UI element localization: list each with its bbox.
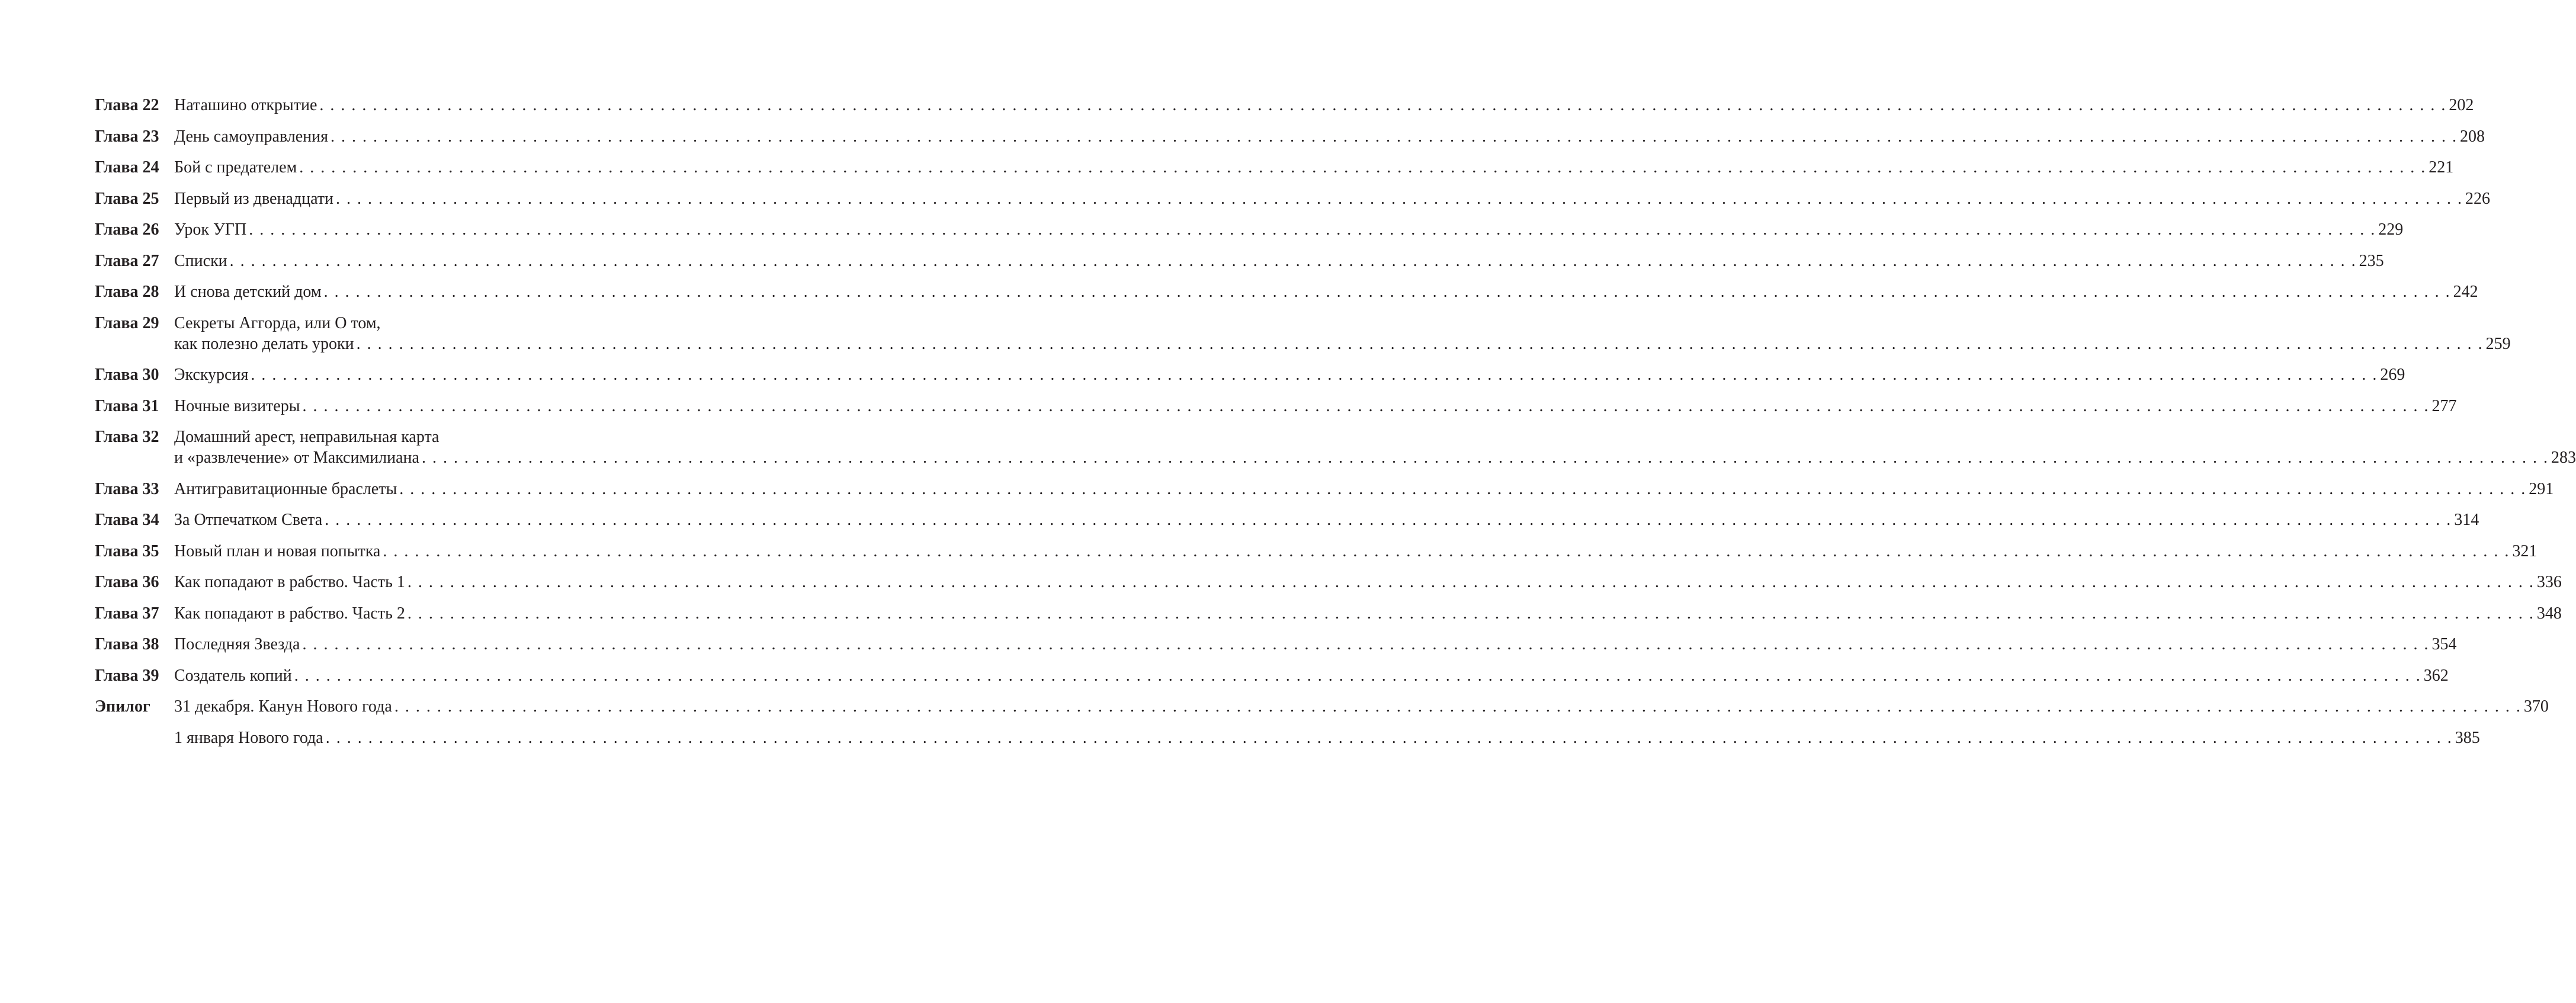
chapter-title-row bbox=[174, 188, 2491, 209]
chapter-body bbox=[174, 572, 2562, 592]
chapter-title-row bbox=[174, 251, 2384, 271]
chapter-body bbox=[174, 665, 2449, 686]
page-number: 221 bbox=[2429, 158, 2454, 177]
dot-leader: . . . . . . . . . . . . . . . . . . . . . . . . . . . . . . . . . . . . . . . . . . . . . . . . . . . . . . . . . . . . . . . . . . . . . . . . . . . . . . . . . . . . . . . . . . . . . . . . . . . . . . . . . . . . . . . . . . . . . . . . . . . . . . . . . . . . . . . . . . . . . . . . . . . . . . . . . . . . . . . . . . . . . . . . . . . . . . . . . . . . . . . . . . . . . . . . . . . . . . . . bbox=[229, 251, 2357, 270]
toc-entry bbox=[95, 157, 2454, 178]
toc-entry bbox=[95, 728, 2480, 748]
chapter-title: 31 декабря. Канун Нового года bbox=[174, 697, 392, 716]
chapter-body bbox=[174, 95, 2474, 116]
page-number: 362 bbox=[2423, 666, 2449, 685]
chapter-title-row bbox=[174, 95, 2474, 116]
chapter-label: Глава 24 bbox=[95, 158, 159, 177]
toc-entry bbox=[95, 634, 2457, 655]
chapter-title-row bbox=[174, 479, 2554, 499]
chapter-title-row bbox=[174, 509, 2479, 530]
toc-entry bbox=[95, 126, 2485, 147]
dot-leader: . . . . . . . . . . . . . . . . . . . . . . . . . . . . . . . . . . . . . . . . . . . . . . . . . . . . . . . . . . . . . . . . . . . . . . . . . . . . . . . . . . . . . . . . . . . . . . . . . . . . . . . . . . . . . . . . . . . . . . . . . . . . . . . . . . . . . . . . . . . . . . . . . . . . . . . . . . . . . . . . . . . . . . . . . . . . . . . . . . . . . . . . . . . . . . . . . . . . . . . . bbox=[336, 189, 2463, 208]
dot-leader: . . . . . . . . . . . . . . . . . . . . . . . . . . . . . . . . . . . . . . . . . . . . . . . . . . . . . . . . . . . . . . . . . . . . . . . . . . . . . . . . . . . . . . . . . . . . . . . . . . . . . . . . . . . . . . . . . . . . . . . . . . . . . . . . . . . . . . . . . . . . . . . . . . . . . . . . . . . . . . . . . . . . . . . . . . . . . . . . . . . . . . . . . . . . . . . . . . . . . . . . bbox=[325, 728, 2453, 747]
chapter-label: Глава 22 bbox=[95, 96, 159, 114]
chapter-body bbox=[174, 696, 2549, 717]
chapter-body bbox=[174, 634, 2457, 655]
chapter-title: как полезно делать уроки bbox=[174, 334, 354, 353]
page-number: 202 bbox=[2449, 96, 2474, 114]
toc-entry bbox=[95, 251, 2384, 271]
dot-leader: . . . . . . . . . . . . . . . . . . . . . . . . . . . . . . . . . . . . . . . . . . . . . . . . . . . . . . . . . . . . . . . . . . . . . . . . . . . . . . . . . . . . . . . . . . . . . . . . . . . . . . . . . . . . . . . . . . . . . . . . . . . . . . . . . . . . . . . . . . . . . . . . . . . . . . . . . . . . . . . . . . . . . . . . . . . . . . . . . . . . . . . . . . . . . . . . . . . . . . . . bbox=[302, 635, 2430, 653]
page-number: 291 bbox=[2529, 479, 2554, 498]
chapter-title-row bbox=[174, 281, 2478, 302]
chapter-body bbox=[174, 364, 2405, 385]
toc-entry bbox=[95, 541, 2537, 562]
chapter-label: Глава 35 bbox=[95, 541, 159, 560]
chapter-label: Глава 28 bbox=[95, 283, 159, 301]
chapter-title: Создатель копий bbox=[174, 666, 292, 685]
chapter-label: Эпилог bbox=[95, 697, 150, 716]
chapter-body bbox=[174, 126, 2485, 147]
chapter-body bbox=[174, 509, 2479, 530]
chapter-body bbox=[174, 219, 2404, 240]
chapter-title: Урок УГП bbox=[174, 220, 247, 239]
chapter-label: Глава 31 bbox=[95, 396, 159, 415]
chapter-label: Глава 32 bbox=[95, 428, 159, 446]
chapter-title: Бой с предателем bbox=[174, 158, 297, 177]
chapter-body bbox=[174, 479, 2554, 499]
page-number: 242 bbox=[2453, 283, 2478, 301]
dot-leader: . . . . . . . . . . . . . . . . . . . . . . . . . . . . . . . . . . . . . . . . . . . . . . . . . . . . . . . . . . . . . . . . . . . . . . . . . . . . . . . . . . . . . . . . . . . . . . . . . . . . . . . . . . . . . . . . . . . . . . . . . . . . . . . . . . . . . . . . . . . . . . . . . . . . . . . . . . . . . . . . . . . . . . . . . . . . . . . . . . . . . . . . . . . . . . . . . . . . . . . . bbox=[356, 334, 2484, 353]
toc-entry bbox=[95, 479, 2554, 499]
dot-leader: . . . . . . . . . . . . . . . . . . . . . . . . . . . . . . . . . . . . . . . . . . . . . . . . . . . . . . . . . . . . . . . . . . . . . . . . . . . . . . . . . . . . . . . . . . . . . . . . . . . . . . . . . . . . . . . . . . . . . . . . . . . . . . . . . . . . . . . . . . . . . . . . . . . . . . . . . . . . . . . . . . . . . . . . . . . . . . . . . . . . . . . . . . . . . . . . . . . . . . . . bbox=[299, 158, 2427, 177]
chapter-body bbox=[174, 396, 2457, 416]
dot-leader: . . . . . . . . . . . . . . . . . . . . . . . . . . . . . . . . . . . . . . . . . . . . . . . . . . . . . . . . . . . . . . . . . . . . . . . . . . . . . . . . . . . . . . . . . . . . . . . . . . . . . . . . . . . . . . . . . . . . . . . . . . . . . . . . . . . . . . . . . . . . . . . . . . . . . . . . . . . . . . . . . . . . . . . . . . . . . . . . . . . . . . . . . . . . . . . . . . . . . . . . bbox=[421, 448, 2549, 467]
toc-entry bbox=[95, 188, 2491, 209]
chapter-title: Антигравитационные браслеты bbox=[174, 479, 397, 498]
page-number: 385 bbox=[2455, 728, 2480, 747]
toc-entry bbox=[95, 696, 2549, 717]
page-number: 336 bbox=[2536, 573, 2562, 591]
chapter-title-row bbox=[174, 364, 2405, 385]
chapter-label: Глава 33 bbox=[95, 479, 159, 498]
chapter-title: Первый из двенадцати bbox=[174, 189, 334, 208]
chapter-title: Ночные визитеры bbox=[174, 396, 300, 415]
page-number: 348 bbox=[2536, 604, 2562, 623]
dot-leader: . . . . . . . . . . . . . . . . . . . . . . . . . . . . . . . . . . . . . . . . . . . . . . . . . . . . . . . . . . . . . . . . . . . . . . . . . . . . . . . . . . . . . . . . . . . . . . . . . . . . . . . . . . . . . . . . . . . . . . . . . . . . . . . . . . . . . . . . . . . . . . . . . . . . . . . . . . . . . . . . . . . . . . . . . . . . . . . . . . . . . . . . . . . . . . . . . . . . . . . . bbox=[407, 604, 2535, 623]
chapter-label: Глава 25 bbox=[95, 189, 159, 208]
chapter-body bbox=[174, 728, 2480, 748]
dot-leader: . . . . . . . . . . . . . . . . . . . . . . . . . . . . . . . . . . . . . . . . . . . . . . . . . . . . . . . . . . . . . . . . . . . . . . . . . . . . . . . . . . . . . . . . . . . . . . . . . . . . . . . . . . . . . . . . . . . . . . . . . . . . . . . . . . . . . . . . . . . . . . . . . . . . . . . . . . . . . . . . . . . . . . . . . . . . . . . . . . . . . . . . . . . . . . . . . . . . . . . . bbox=[319, 96, 2447, 114]
chapter-title: Новый план и новая попытка bbox=[174, 541, 381, 560]
chapter-title: Как попадают в рабство. Часть 1 bbox=[174, 573, 405, 591]
page-number: 226 bbox=[2465, 189, 2491, 208]
chapter-title: Списки bbox=[174, 251, 227, 270]
chapter-title-row bbox=[174, 219, 2404, 240]
dot-leader: . . . . . . . . . . . . . . . . . . . . . . . . . . . . . . . . . . . . . . . . . . . . . . . . . . . . . . . . . . . . . . . . . . . . . . . . . . . . . . . . . . . . . . . . . . . . . . . . . . . . . . . . . . . . . . . . . . . . . . . . . . . . . . . . . . . . . . . . . . . . . . . . . . . . . . . . . . . . . . . . . . . . . . . . . . . . . . . . . . . . . . . . . . . . . . . . . . . . . . . . bbox=[383, 541, 2510, 560]
chapter-label: Глава 36 bbox=[95, 573, 159, 591]
chapter-title-row bbox=[174, 728, 2480, 748]
page-number: 229 bbox=[2378, 220, 2404, 239]
toc-entry bbox=[95, 95, 2474, 116]
chapter-title-row bbox=[174, 334, 2511, 354]
chapter-label: Глава 23 bbox=[95, 127, 159, 146]
chapter-title: 1 января Нового года bbox=[174, 728, 323, 747]
dot-leader: . . . . . . . . . . . . . . . . . . . . . . . . . . . . . . . . . . . . . . . . . . . . . . . . . . . . . . . . . . . . . . . . . . . . . . . . . . . . . . . . . . . . . . . . . . . . . . . . . . . . . . . . . . . . . . . . . . . . . . . . . . . . . . . . . . . . . . . . . . . . . . . . . . . . . . . . . . . . . . . . . . . . . . . . . . . . . . . . . . . . . . . . . . . . . . . . . . . . . . . . bbox=[325, 511, 2452, 529]
chapter-label: Глава 26 bbox=[95, 220, 159, 239]
chapter-label: Глава 34 bbox=[95, 511, 159, 529]
toc-entry bbox=[95, 509, 2479, 530]
chapter-title-row bbox=[174, 447, 2576, 468]
page-number: 208 bbox=[2459, 127, 2485, 146]
toc-entry bbox=[95, 396, 2457, 416]
dot-leader: . . . . . . . . . . . . . . . . . . . . . . . . . . . . . . . . . . . . . . . . . . . . . . . . . . . . . . . . . . . . . . . . . . . . . . . . . . . . . . . . . . . . . . . . . . . . . . . . . . . . . . . . . . . . . . . . . . . . . . . . . . . . . . . . . . . . . . . . . . . . . . . . . . . . . . . . . . . . . . . . . . . . . . . . . . . . . . . . . . . . . . . . . . . . . . . . . . . . . . . . bbox=[249, 220, 2376, 239]
chapter-title: Экскурсия bbox=[174, 366, 249, 384]
chapter-title: За Отпечатком Света bbox=[174, 511, 323, 529]
page-number: 283 bbox=[2551, 448, 2576, 467]
page-number: 235 bbox=[2359, 251, 2384, 270]
toc-entry bbox=[95, 281, 2478, 302]
chapter-title-line: Секреты Аггорда, или О том, bbox=[174, 313, 381, 332]
chapter-title: День самоуправления bbox=[174, 127, 328, 146]
chapter-label: Глава 37 bbox=[95, 604, 159, 623]
page-number: 259 bbox=[2485, 334, 2511, 353]
chapter-label: Глава 30 bbox=[95, 366, 159, 384]
page-number: 370 bbox=[2523, 697, 2549, 716]
chapter-title: Как попадают в рабство. Часть 2 bbox=[174, 604, 405, 623]
chapter-title-row bbox=[174, 396, 2457, 416]
toc-entry bbox=[95, 427, 2576, 468]
toc-entry bbox=[95, 603, 2562, 624]
dot-leader: . . . . . . . . . . . . . . . . . . . . . . . . . . . . . . . . . . . . . . . . . . . . . . . . . . . . . . . . . . . . . . . . . . . . . . . . . . . . . . . . . . . . . . . . . . . . . . . . . . . . . . . . . . . . . . . . . . . . . . . . . . . . . . . . . . . . . . . . . . . . . . . . . . . . . . . . . . . . . . . . . . . . . . . . . . . . . . . . . . . . . . . . . . . . . . . . . . . . . . . . bbox=[323, 283, 2451, 301]
toc-entry bbox=[95, 364, 2405, 385]
table-of-contents bbox=[95, 95, 2576, 758]
toc-entry bbox=[95, 665, 2449, 686]
page-number: 354 bbox=[2431, 635, 2457, 653]
chapter-body bbox=[174, 313, 2511, 354]
chapter-label: Глава 38 bbox=[95, 635, 159, 653]
chapter-body bbox=[174, 281, 2478, 302]
chapter-title-row bbox=[174, 126, 2485, 147]
chapter-title: и «развлечение» от Максимилиана bbox=[174, 448, 419, 467]
chapter-title-row bbox=[174, 572, 2562, 592]
dot-leader: . . . . . . . . . . . . . . . . . . . . . . . . . . . . . . . . . . . . . . . . . . . . . . . . . . . . . . . . . . . . . . . . . . . . . . . . . . . . . . . . . . . . . . . . . . . . . . . . . . . . . . . . . . . . . . . . . . . . . . . . . . . . . . . . . . . . . . . . . . . . . . . . . . . . . . . . . . . . . . . . . . . . . . . . . . . . . . . . . . . . . . . . . . . . . . . . . . . . . . . . bbox=[251, 366, 2378, 384]
chapter-title: Последняя Звезда bbox=[174, 635, 300, 653]
toc-entry bbox=[95, 219, 2404, 240]
chapter-title: И снова детский дом bbox=[174, 283, 322, 301]
toc-entry bbox=[95, 572, 2562, 592]
dot-leader: . . . . . . . . . . . . . . . . . . . . . . . . . . . . . . . . . . . . . . . . . . . . . . . . . . . . . . . . . . . . . . . . . . . . . . . . . . . . . . . . . . . . . . . . . . . . . . . . . . . . . . . . . . . . . . . . . . . . . . . . . . . . . . . . . . . . . . . . . . . . . . . . . . . . . . . . . . . . . . . . . . . . . . . . . . . . . . . . . . . . . . . . . . . . . . . . . . . . . . . . bbox=[302, 396, 2430, 415]
chapter-title-row bbox=[174, 696, 2549, 717]
chapter-title-row bbox=[174, 634, 2457, 655]
page-number: 321 bbox=[2512, 541, 2537, 560]
page-number: 277 bbox=[2431, 396, 2457, 415]
chapter-title-line: Домашний арест, неправильная карта bbox=[174, 428, 440, 446]
chapter-label: Глава 27 bbox=[95, 251, 159, 270]
dot-leader: . . . . . . . . . . . . . . . . . . . . . . . . . . . . . . . . . . . . . . . . . . . . . . . . . . . . . . . . . . . . . . . . . . . . . . . . . . . . . . . . . . . . . . . . . . . . . . . . . . . . . . . . . . . . . . . . . . . . . . . . . . . . . . . . . . . . . . . . . . . . . . . . . . . . . . . . . . . . . . . . . . . . . . . . . . . . . . . . . . . . . . . . . . . . . . . . . . . . . . . . bbox=[330, 127, 2458, 146]
toc-entry bbox=[95, 313, 2511, 354]
chapter-title-row bbox=[174, 603, 2562, 624]
dot-leader: . . . . . . . . . . . . . . . . . . . . . . . . . . . . . . . . . . . . . . . . . . . . . . . . . . . . . . . . . . . . . . . . . . . . . . . . . . . . . . . . . . . . . . . . . . . . . . . . . . . . . . . . . . . . . . . . . . . . . . . . . . . . . . . . . . . . . . . . . . . . . . . . . . . . . . . . . . . . . . . . . . . . . . . . . . . . . . . . . . . . . . . . . . . . . . . . . . . . . . . . bbox=[399, 479, 2527, 498]
dot-leader: . . . . . . . . . . . . . . . . . . . . . . . . . . . . . . . . . . . . . . . . . . . . . . . . . . . . . . . . . . . . . . . . . . . . . . . . . . . . . . . . . . . . . . . . . . . . . . . . . . . . . . . . . . . . . . . . . . . . . . . . . . . . . . . . . . . . . . . . . . . . . . . . . . . . . . . . . . . . . . . . . . . . . . . . . . . . . . . . . . . . . . . . . . . . . . . . . . . . . . . . bbox=[407, 573, 2535, 591]
page-number: 314 bbox=[2454, 511, 2479, 529]
chapter-body bbox=[174, 541, 2537, 562]
chapter-body bbox=[174, 188, 2491, 209]
page-number: 269 bbox=[2380, 366, 2405, 384]
chapter-title-row bbox=[174, 541, 2537, 562]
chapter-label: Глава 29 bbox=[95, 313, 159, 332]
chapter-title: Наташино открытие bbox=[174, 96, 317, 114]
chapter-body bbox=[174, 157, 2454, 178]
chapter-label: Глава 39 bbox=[95, 666, 159, 685]
chapter-title-row bbox=[174, 157, 2454, 178]
chapter-body bbox=[174, 427, 2576, 468]
chapter-body bbox=[174, 603, 2562, 624]
dot-leader: . . . . . . . . . . . . . . . . . . . . . . . . . . . . . . . . . . . . . . . . . . . . . . . . . . . . . . . . . . . . . . . . . . . . . . . . . . . . . . . . . . . . . . . . . . . . . . . . . . . . . . . . . . . . . . . . . . . . . . . . . . . . . . . . . . . . . . . . . . . . . . . . . . . . . . . . . . . . . . . . . . . . . . . . . . . . . . . . . . . . . . . . . . . . . . . . . . . . . . . . bbox=[394, 697, 2522, 716]
dot-leader: . . . . . . . . . . . . . . . . . . . . . . . . . . . . . . . . . . . . . . . . . . . . . . . . . . . . . . . . . . . . . . . . . . . . . . . . . . . . . . . . . . . . . . . . . . . . . . . . . . . . . . . . . . . . . . . . . . . . . . . . . . . . . . . . . . . . . . . . . . . . . . . . . . . . . . . . . . . . . . . . . . . . . . . . . . . . . . . . . . . . . . . . . . . . . . . . . . . . . . . . bbox=[294, 666, 2421, 685]
chapter-title-row bbox=[174, 665, 2449, 686]
chapter-body bbox=[174, 251, 2384, 271]
